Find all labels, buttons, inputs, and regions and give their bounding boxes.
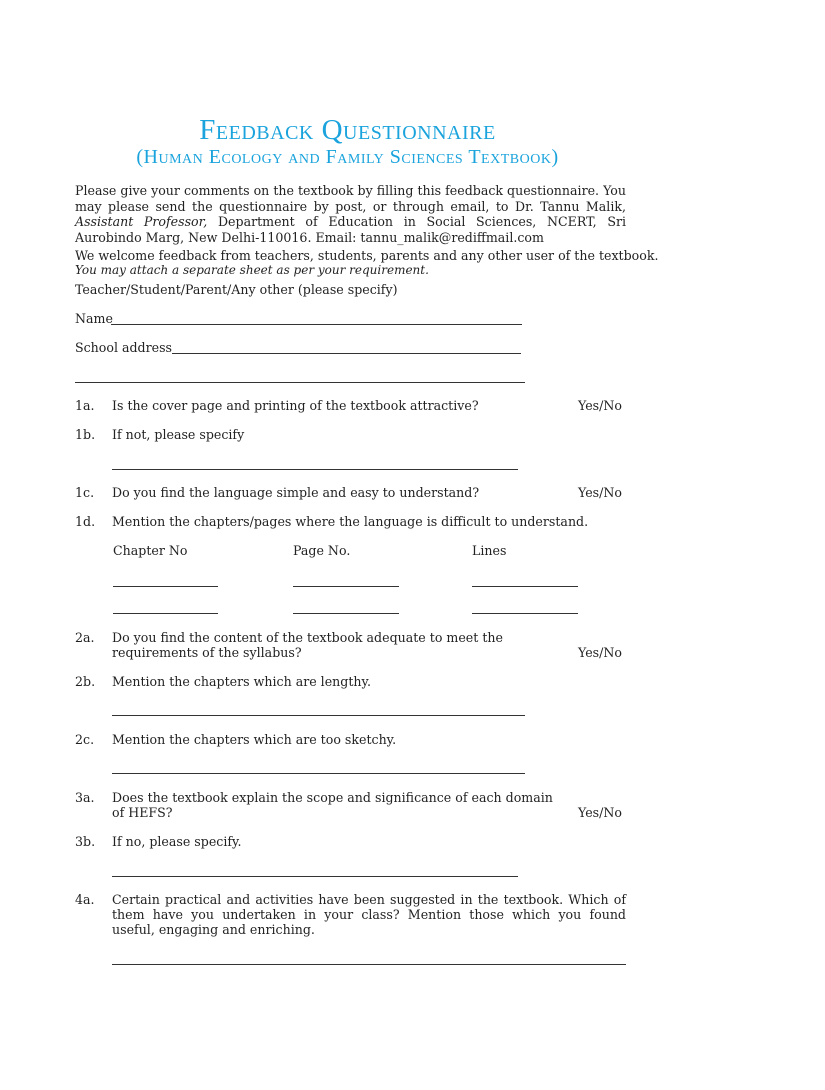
q2a-number: 2a. [75,630,95,645]
q2b-text: Mention the chapters which are lengthy. [112,674,371,689]
q2a-yes-no[interactable]: Yes/No [578,645,622,660]
q2c-text: Mention the chapters which are too sketchy. [112,732,397,747]
page-no-field-2[interactable] [293,613,399,614]
q3b-text: If no, please specify. [112,834,242,849]
respondent-type: Teacher/Student/Parent/Any other (please specify) [75,282,398,297]
q1b-text: If not, please specify [112,427,245,442]
q2a-text-2: requirements of the syllabus? [112,645,302,660]
intro-italic: Assistant Professor, [75,214,208,229]
page-title: Feedback Questionnaire [199,114,496,146]
q1a-number: 1a. [75,398,95,413]
school-address-field[interactable] [172,353,521,354]
q4a-answer-field[interactable] [112,964,626,965]
lines-field-1[interactable] [472,586,578,587]
intro-text: Please give your comments on the textbook by filling this feedback questionnaire. You may please send the questionnaire by post, or through email, to Dr. Tannu Malik, [75,183,626,214]
q1b-number: 1b. [75,427,96,442]
intro-text-2: Department of Education in Social Sciences, NCERT, Sri Aurobindo Marg, New Delhi-110016. Email: tannu_malik@rediffmail.com [75,214,627,245]
q2c-number: 2c. [75,732,95,747]
page-subtitle: (Human Ecology and Family Sciences Textbook) [136,146,559,168]
chapter-no-field-1[interactable] [113,586,218,587]
lines-header: Lines [472,543,507,558]
q2b-number: 2b. [75,674,96,689]
school-address-label: School address [75,340,173,355]
q1c-number: 1c. [75,485,95,500]
page-no-header: Page No. [293,543,351,558]
q3a-text-1: Does the textbook explain the scope and significance of each domain [112,790,553,805]
q2b-answer-field[interactable] [112,715,525,716]
q1c-yes-no[interactable]: Yes/No [578,485,622,500]
page-no-field-1[interactable] [293,586,399,587]
welcome-text: We welcome feedback from teachers, students, parents and any other user of the textbook. [75,248,659,263]
q1a-text: Is the cover page and printing of the textbook attractive? [112,398,479,413]
school-address-field-2[interactable] [75,382,525,383]
q1a-yes-no[interactable]: Yes/No [578,398,622,413]
chapter-no-header: Chapter No [113,543,188,558]
intro-paragraph [75,183,626,245]
q2c-answer-field[interactable] [112,773,525,774]
q4a-number: 4a. [75,892,95,907]
q3a-number: 3a. [75,790,95,805]
q3a-text-2: of HEFS? [112,805,173,820]
q3b-answer-field[interactable] [112,876,518,877]
attach-note: You may attach a separate sheet as per your requirement. [75,263,429,277]
name-label: Name [75,311,113,326]
q3a-yes-no[interactable]: Yes/No [578,805,622,820]
q4a-text: Certain practical and activities have been suggested in the textbook. Which of them have you undertaken in your class? Mention those which you found useful, engaging and enriching. [112,892,626,937]
q1d-number: 1d. [75,514,96,529]
q1d-text: Mention the chapters/pages where the language is difficult to understand. [112,514,589,529]
name-field[interactable] [111,324,522,325]
q1c-text: Do you find the language simple and easy to understand? [112,485,480,500]
chapter-no-field-2[interactable] [113,613,218,614]
q3b-number: 3b. [75,834,96,849]
q2a-text-1: Do you find the content of the textbook adequate to meet the [112,630,503,645]
lines-field-2[interactable] [472,613,578,614]
q1b-answer-field[interactable] [112,469,518,470]
